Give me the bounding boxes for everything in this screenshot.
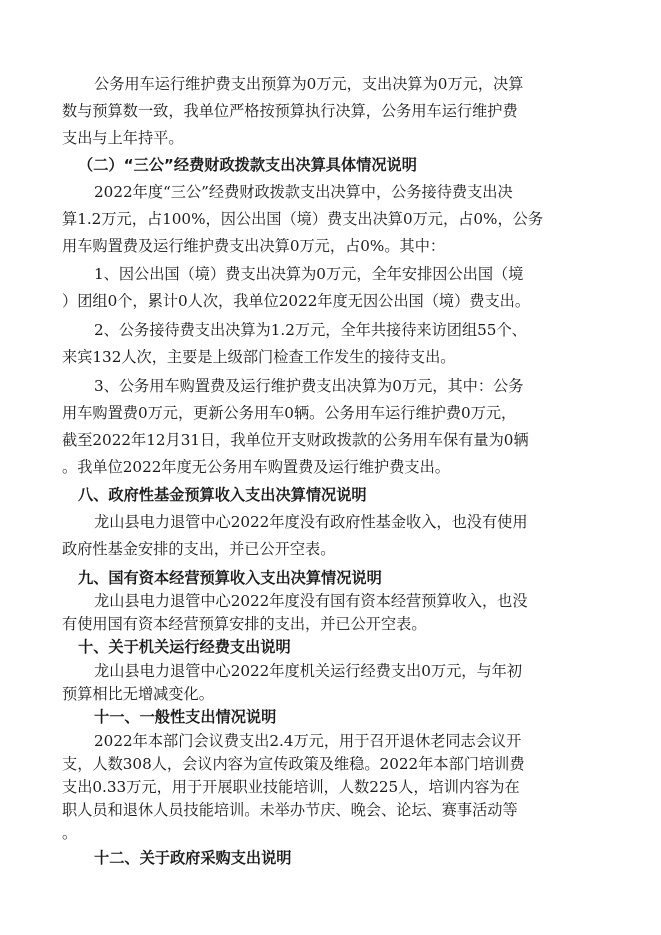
para-line: 算1.2万元，占100%，因公出国（境）费支出决算0万元，占0%，公务 [62, 210, 544, 228]
para-line: 数与预算数一致，我单位严格按预算执行决算，公务用车运行维护费 [62, 102, 518, 120]
para-line: 。 [62, 824, 78, 842]
para-line: 2022年本部门会议费支出2.4万元，用于召开退休老同志会议开 [94, 732, 522, 750]
para-line: 2、公务接待费支出决算为1.2万元，全年共接待来访团组55个、 [94, 321, 527, 339]
section-heading: 八、政府性基金预算收入支出决算情况说明 [78, 486, 367, 504]
para-line: 截至2022年12月31日，我单位开支财政拨款的公务用车保有量为0辆 [62, 431, 529, 449]
para-line: 来宾132人次，主要是上级部门检查工作发生的接待支出。 [62, 348, 456, 366]
para-line: 预算相比无增减变化。 [62, 685, 214, 703]
para-line: 职人员和退休人员技能培训。未举办节庆、晚会、论坛、赛事活动等 [62, 801, 518, 819]
section-heading: 十一、一般性支出情况说明 [94, 708, 277, 726]
para-line: 龙山县电力退管中心2022年度没有国有资本经营预算收入，也没 [94, 592, 528, 610]
para-line: 公务用车运行维护费支出预算为0万元，支出决算为0万元，决算 [94, 75, 524, 93]
para-line: 用车购置费及运行维护费支出决算0万元，占0%。其中： [62, 237, 446, 255]
para-line: 用车购置费0万元，更新公务用车0辆。公务用车运行维护费0万元， [62, 404, 517, 422]
section-heading: （二）“三公”经费财政拨款支出决算具体情况说明 [78, 156, 417, 174]
section-heading: 十、关于机关运行经费支出说明 [78, 638, 291, 656]
para-line: 龙山县电力退管中心2022年度机关运行经费支出0万元，与年初 [94, 662, 523, 680]
section-heading: 九、国有资本经营预算收入支出决算情况说明 [78, 569, 382, 587]
section-heading: 十二、关于政府采购支出说明 [94, 849, 292, 867]
para-line: 支出0.33万元，用于开展职业技能培训，人数225人，培训内容为在 [62, 778, 520, 796]
para-line: 。我单位2022年度无公务用车购置费及运行维护费支出。 [62, 458, 450, 476]
para-line: 有使用国有资本经营预算安排的支出，并已公开空表。 [62, 615, 427, 633]
para-line: 支出与上年持平。 [62, 129, 184, 147]
para-line: 3、公务用车购置费及运行维护费支出决算为0万元，其中：公务 [94, 377, 524, 395]
para-line: ）团组0个，累计0人次，我单位2022年度无因公出国（境）费支出。 [62, 292, 531, 310]
para-line: 支，人数308人，会议内容为宣传政策及维稳。2022年本部门培训费 [62, 755, 525, 773]
para-line: 政府性基金安排的支出，并已公开空表。 [62, 540, 336, 558]
para-line: 1、因公出国（境）费支出决算为0万元，全年安排因公出国（境 [94, 265, 524, 283]
para-line: 龙山县电力退管中心2022年度没有政府性基金收入，也没有使用 [94, 513, 528, 531]
para-line: 2022年度“三公”经费财政拨款支出决算中，公务接待费支出决 [94, 183, 513, 201]
